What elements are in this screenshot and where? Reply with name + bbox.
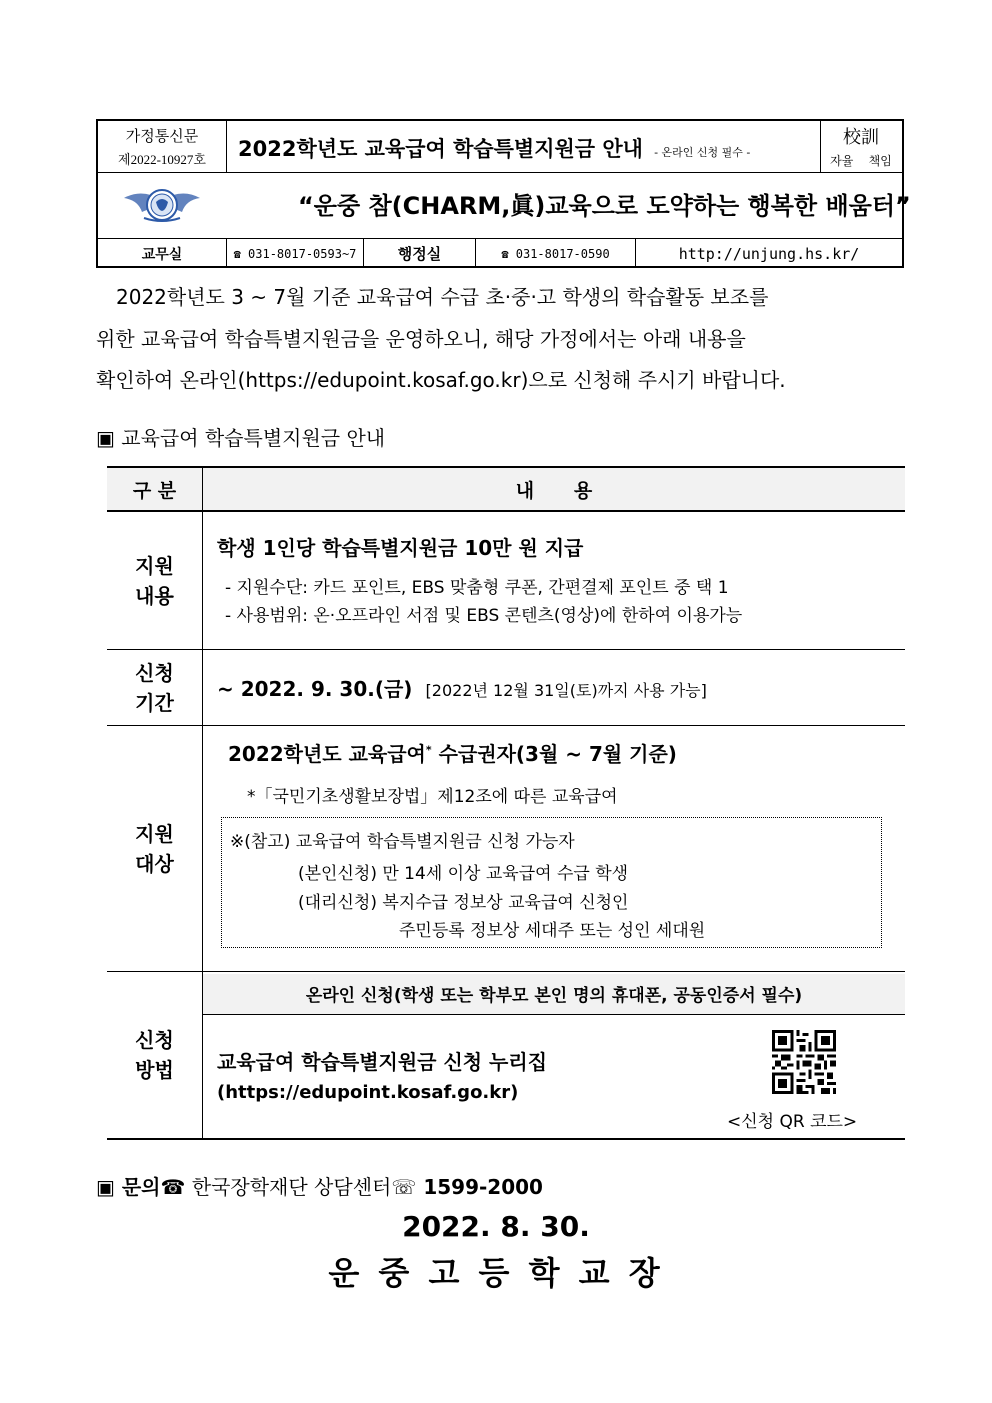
qr-code-icon[interactable] bbox=[772, 1030, 836, 1094]
phone-icon: ☎ bbox=[160, 1175, 186, 1199]
intro-line-1: 2022학년도 3 ~ 7월 기준 교육급여 수급 초·중·고 학생의 학습활동 보조를 bbox=[116, 285, 769, 309]
signer: 운 중 고 등 학 교 장 bbox=[328, 1254, 664, 1292]
support-method: - 지원수단: 카드 포인트, EBS 맞춤형 쿠폰, 간편결제 포인트 중 택 1 bbox=[225, 573, 729, 598]
contact-org: 한국장학재단 상담센터 bbox=[185, 1175, 392, 1199]
letterhead bbox=[96, 119, 911, 268]
issue-date: 2022. 8. 30. bbox=[402, 1210, 590, 1243]
office2-phone: ☎ 031-8017-0590 bbox=[501, 246, 610, 261]
notice-category: 가정통신문 bbox=[125, 129, 199, 145]
table-header-content: 내 용 bbox=[515, 479, 593, 502]
reference-proxy-apply-2: 주민등록 정보상 세대주 또는 성인 세대원 bbox=[399, 921, 706, 941]
section-title: ▣ 교육급여 학습특별지원금 안내 bbox=[96, 426, 386, 450]
contact-line bbox=[96, 1171, 543, 1200]
target-main-a: 2022학년도 교육급여 bbox=[228, 742, 426, 766]
row-label-period: 신청 기간 bbox=[135, 660, 174, 715]
document-title-line bbox=[238, 133, 750, 163]
row-label-target: 지원 대상 bbox=[135, 821, 174, 876]
apply-site-url[interactable]: (https://edupoint.kosaf.go.kr) bbox=[217, 1082, 519, 1103]
divider bbox=[107, 1138, 905, 1140]
office2-label: 행정실 bbox=[397, 245, 442, 263]
motto-label: 校訓 bbox=[843, 127, 879, 147]
motto: 자율 책임 bbox=[830, 154, 892, 168]
usage-deadline: [2022년 12월 31일(토)까지 사용 가능] bbox=[425, 681, 707, 700]
application-deadline: ~ 2022. 9. 30.(금) bbox=[217, 677, 413, 701]
divider bbox=[203, 1014, 905, 1015]
divider bbox=[202, 466, 203, 1140]
office1-label: 교무실 bbox=[141, 246, 183, 263]
period-line bbox=[217, 673, 707, 702]
tel-mark-icon: ☏ bbox=[391, 1175, 417, 1199]
school-slogan: “운중 참(CHARM,眞)교육으로 도약하는 행복한 배움터” bbox=[298, 192, 911, 220]
support-scope: - 사용범위: 온·오프라인 서점 및 EBS 콘텐츠(영상)에 한하여 이용가능 bbox=[225, 601, 742, 626]
reference-box bbox=[221, 817, 882, 948]
divider bbox=[107, 649, 905, 650]
table-header-category: 구 분 bbox=[132, 479, 177, 502]
qr-caption: <신청 QR 코드> bbox=[727, 1112, 858, 1132]
reference-title: ※(참고) 교육급여 학습특별지원금 신청 가능자 bbox=[230, 832, 575, 852]
intro-line-2: 위한 교육급여 학습특별지원금을 운영하오니, 해당 가정에서는 아래 내용을 bbox=[96, 327, 746, 351]
target-main-b: 수급권자(3월 ~ 7월 기준) bbox=[431, 742, 677, 766]
contact-number: 1599-2000 bbox=[416, 1175, 543, 1199]
target-footnote: *「국민기초생활보장법」제12조에 따른 교육급여 bbox=[247, 787, 618, 807]
office1-phone: ☎ 031-8017-0593~7 bbox=[233, 246, 357, 261]
contact-prefix: ▣ 문의 bbox=[96, 1175, 161, 1199]
footnote-mark: * bbox=[425, 743, 432, 757]
school-emblem-logo bbox=[122, 184, 202, 226]
intro-line-3: 확인하여 온라인(https://edupoint.kosaf.go.kr)으로 신청해 주시기 바랍니다. bbox=[96, 368, 786, 392]
divider bbox=[107, 510, 905, 512]
online-apply-header: 온라인 신청(학생 또는 학부모 본인 명의 휴대폰, 공동인증서 필수) bbox=[305, 985, 803, 1006]
document-number: 제2022-10927호 bbox=[118, 152, 206, 167]
divider bbox=[107, 725, 905, 726]
row-label-support: 지원 내용 bbox=[135, 553, 174, 608]
school-website-link[interactable]: http://unjung.hs.kr/ bbox=[678, 244, 860, 263]
divider bbox=[226, 121, 227, 172]
document-title: 2022학년도 교육급여 학습특별지원금 안내 bbox=[238, 137, 643, 161]
title-note: - 온라인 신청 필수 - bbox=[654, 146, 751, 159]
divider bbox=[98, 172, 902, 173]
apply-site-name: 교육급여 학습특별지원금 신청 누리집 bbox=[217, 1050, 548, 1074]
reference-self-apply: (본인신청) 만 14세 이상 교육급여 수급 학생 bbox=[298, 864, 629, 884]
row-label-method: 신청 방법 bbox=[135, 1028, 174, 1082]
support-amount: 학생 1인당 학습특별지원금 10만 원 지급 bbox=[217, 536, 584, 560]
target-main bbox=[228, 738, 677, 767]
reference-proxy-apply: (대리신청) 복지수급 정보상 교육급여 신청인 bbox=[298, 893, 629, 913]
